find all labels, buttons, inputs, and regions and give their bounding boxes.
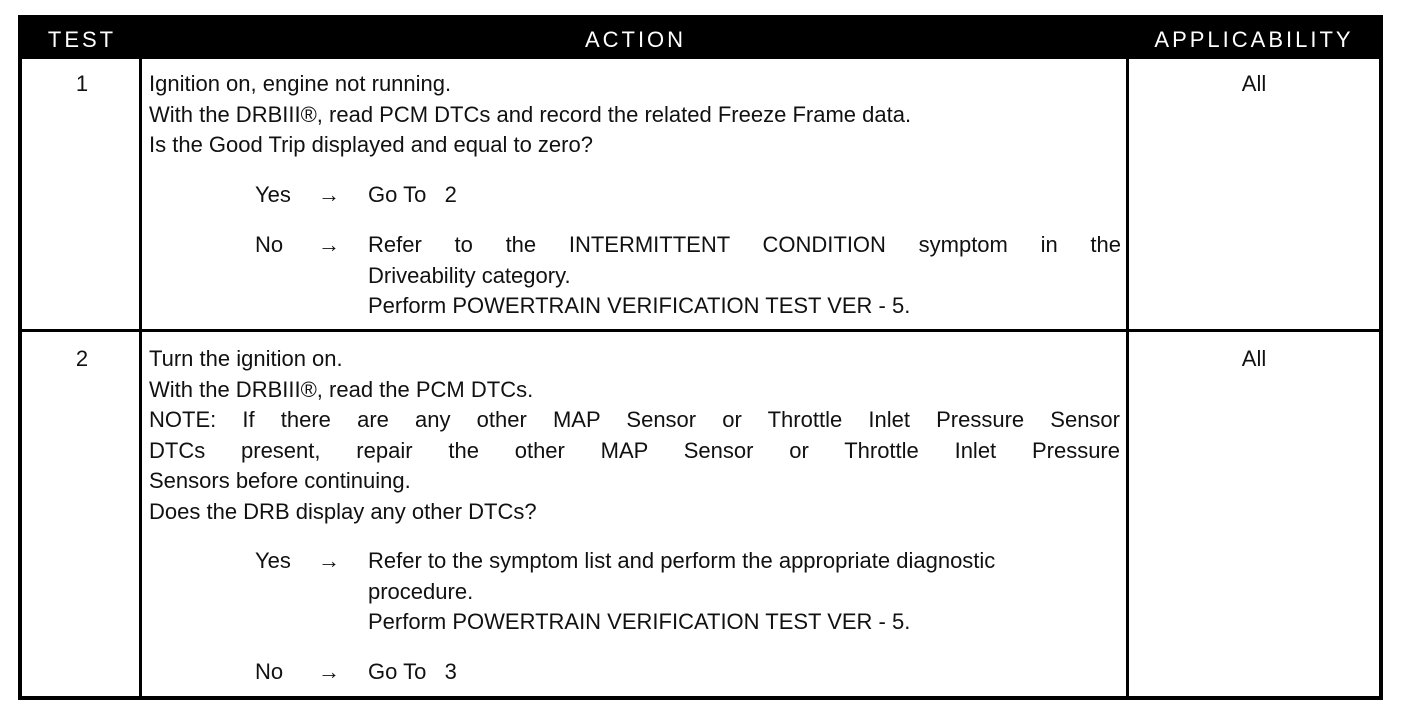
action-line: Is the Good Trip displayed and equal to zero?: [149, 132, 593, 157]
result-line: Refer to the INTERMITTENT CONDITION symptom in the: [368, 232, 1121, 257]
header-test: TEST: [47, 27, 117, 52]
table-header: [22, 19, 1379, 59]
action-line: With the DRBIII®, read PCM DTCs and record the related Freeze Frame data.: [149, 101, 912, 127]
action-line: Does the DRB display any other DTCs?: [149, 498, 537, 524]
yes-label: Yes: [255, 548, 291, 573]
applicability-value: All: [1241, 71, 1267, 96]
action-text: [149, 344, 1120, 527]
yes-result: [368, 546, 995, 638]
diagnostic-test-table: [18, 15, 1383, 700]
result-line: Refer to the symptom list and perform the appropriate diagnostic: [368, 548, 996, 573]
column-divider-test: [139, 59, 142, 696]
result-line: Go To 2: [368, 182, 457, 207]
yes-result: [368, 180, 457, 211]
yes-label: Yes: [255, 182, 291, 207]
test-number: 1: [75, 71, 89, 96]
arrow-icon: →: [318, 659, 340, 684]
result-line: Perform POWERTRAIN VERIFICATION TEST VER - 5.: [368, 609, 911, 634]
action-line: With the DRBIII®, read the PCM DTCs.: [149, 376, 534, 402]
action-line: Turn the ignition on.: [149, 346, 343, 371]
no-result: [368, 230, 1121, 322]
applicability-value: All: [1241, 346, 1267, 371]
no-result: [368, 657, 457, 688]
result-line: Driveability category.: [368, 262, 571, 288]
result-line: procedure.: [368, 578, 474, 604]
test-number: 2: [75, 346, 89, 371]
row-divider: [22, 329, 1379, 332]
action-line: DTCs present, repair the other MAP Sensor or Throttle Inlet Pressure: [149, 437, 1120, 463]
no-label: No: [255, 659, 284, 684]
action-line: Sensors before continuing.: [149, 468, 411, 493]
header-action: ACTION: [584, 27, 687, 52]
arrow-icon: →: [318, 548, 340, 573]
action-line: NOTE: If there are any other MAP Sensor or Throttle Inlet Pressure Sensor: [149, 407, 1120, 432]
arrow-icon: →: [318, 182, 340, 207]
action-line: Ignition on, engine not running.: [149, 71, 452, 96]
action-text: [149, 69, 911, 161]
column-divider-applicability: [1126, 59, 1129, 696]
no-label: No: [255, 232, 284, 257]
result-line: Go To 3: [368, 659, 457, 684]
result-line: Perform POWERTRAIN VERIFICATION TEST VER - 5.: [368, 293, 911, 318]
arrow-icon: →: [318, 232, 340, 257]
header-applicability: APPLICABILITY: [1154, 27, 1354, 52]
